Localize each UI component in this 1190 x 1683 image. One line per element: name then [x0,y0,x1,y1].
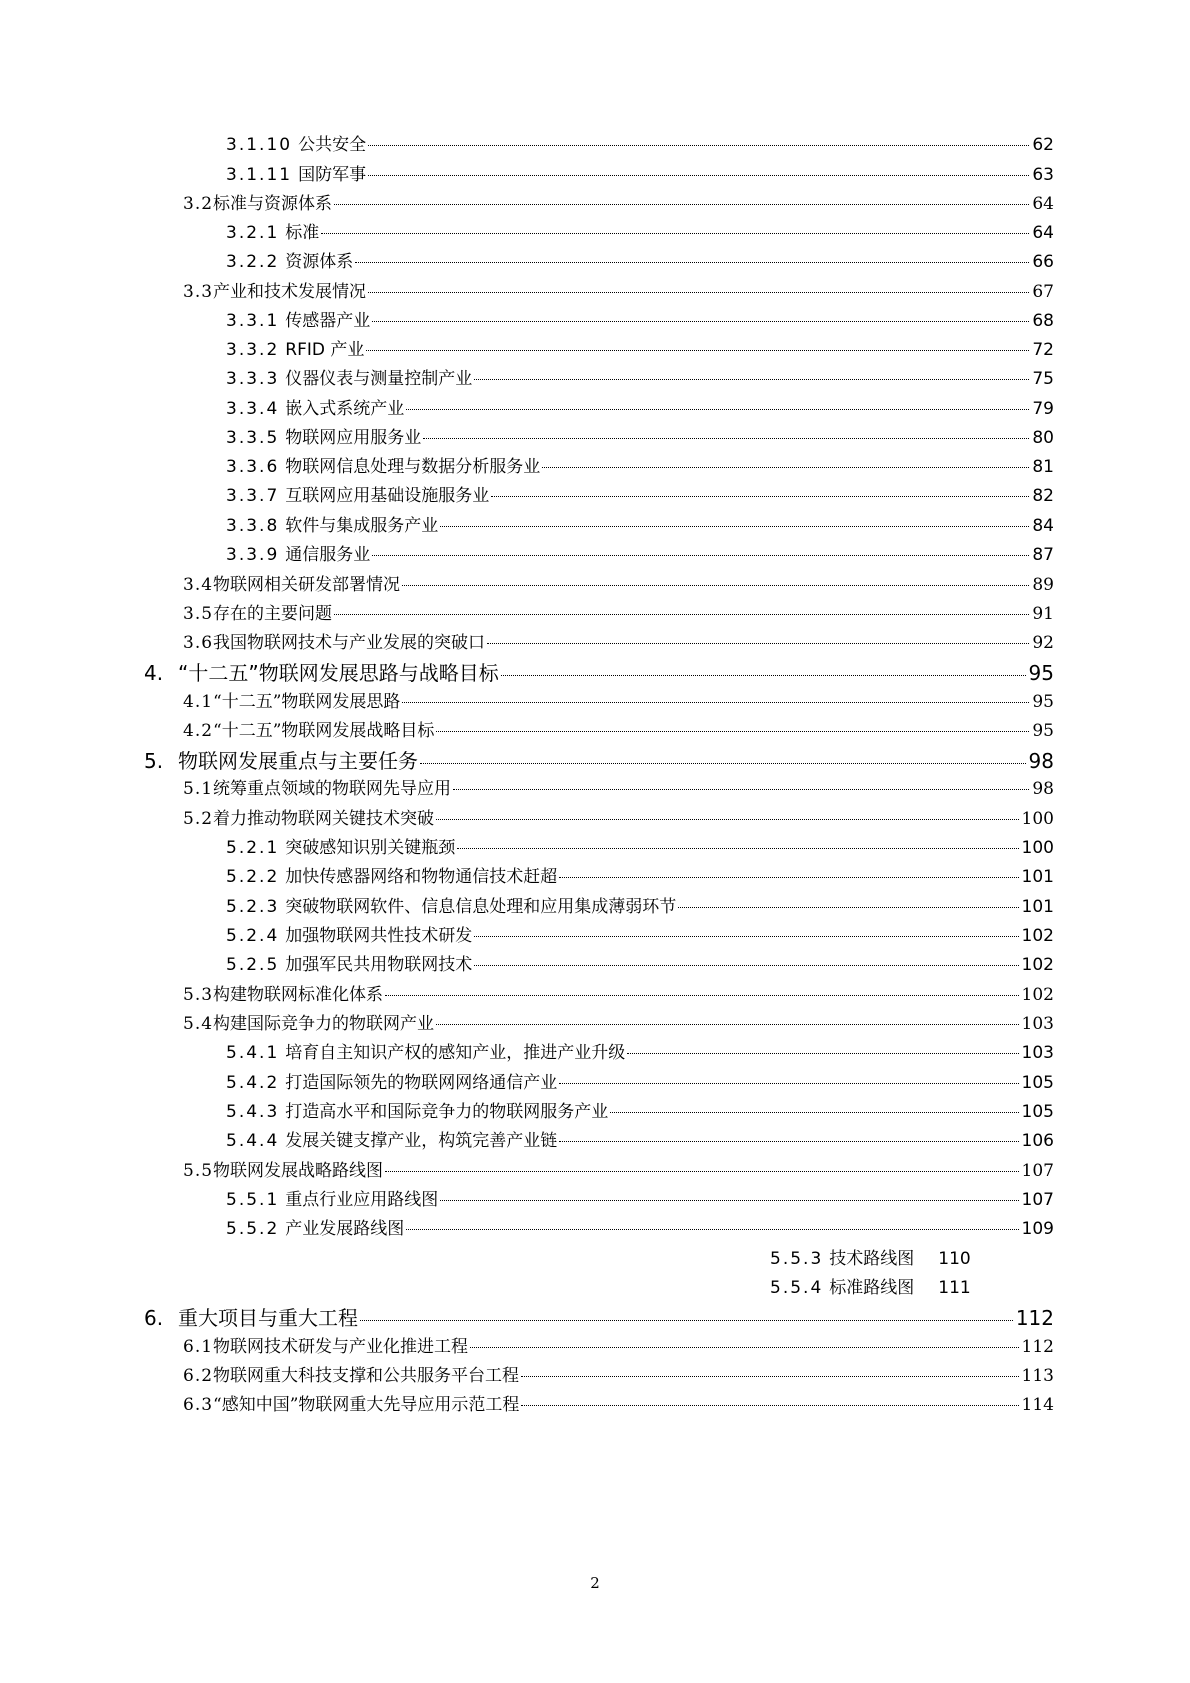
toc-entry-number: 5.5 [183,1161,214,1181]
toc-entry-title: 公共安全 [298,135,367,155]
toc-entry[interactable] [226,1214,1054,1239]
toc-entry[interactable] [183,1332,1054,1357]
toc-entry-title: 加强军民共用物联网技术 [285,955,473,975]
toc-entry-page: 62 [1032,135,1054,155]
toc-entry[interactable] [226,160,1054,185]
toc-entry-title: “十二五”物联网发展思路与战略目标 [178,661,499,685]
toc-entry-number: 3.2.2 [226,252,280,272]
toc-entry-page: 95 [1032,692,1054,712]
toc-dot-leader [334,204,1029,205]
toc-entry-number: 3.1.11 [226,165,293,185]
toc-entry-title: 重大项目与重大工程 [178,1306,358,1330]
toc-entry[interactable] [226,364,1054,389]
toc-entry-number: 3.1.10 [226,135,293,155]
toc-entry-number: 5.2.2 [226,867,280,887]
toc-entry-page: 80 [1032,428,1054,448]
toc-dot-leader [423,438,1029,439]
toc-entry[interactable] [770,1273,971,1298]
toc-dot-leader [406,1229,1018,1230]
toc-entry-title: 仪器仪表与测量控制产业 [285,369,473,389]
toc-dot-leader [385,1171,1019,1172]
toc-dot-leader [372,321,1029,322]
toc-entry-page: 105 [1021,1102,1054,1122]
toc-entry-title: 突破感知识别关键瓶颈 [285,838,456,858]
toc-entry-number: 3.2 [183,194,214,214]
toc-entry[interactable] [226,1038,1054,1063]
page-number: 2 [590,1574,600,1592]
toc-entry-number: 5.2.5 [226,955,280,975]
toc-entry-number: 3.3.3 [226,369,280,389]
toc-entry[interactable] [226,394,1054,419]
toc-dot-leader [385,995,1019,996]
toc-entry-number: 5.4.2 [226,1073,280,1093]
toc-entry[interactable] [183,774,1054,799]
toc-entry-page: 114 [1021,1395,1054,1415]
toc-entry-title: “感知中国”物联网重大先导应用示范工程 [213,1395,520,1415]
toc-dot-leader [360,1320,1013,1321]
toc-entry[interactable] [183,570,1054,595]
toc-entry-page: 109 [1021,1219,1054,1239]
toc-dot-leader [559,877,1018,878]
toc-dot-leader [368,145,1029,146]
toc-dot-leader [474,379,1029,380]
toc-entry[interactable] [183,599,1054,624]
toc-entry[interactable] [226,247,1054,272]
toc-dot-leader [678,907,1018,908]
toc-dot-leader [440,1200,1018,1201]
toc-entry-page: 89 [1032,575,1054,595]
toc-entry-title: 加快传感器网络和物物通信技术赶超 [285,867,558,887]
toc-entry-title: 统筹重点领域的物联网先导应用 [213,779,452,799]
toc-entry-title: 我国物联网技术与产业发展的突破口 [213,633,486,653]
toc-entry[interactable] [226,423,1054,448]
toc-entry-title: 国防军事 [298,165,367,185]
toc-entry-page: 98 [1028,749,1054,773]
toc-entry-title: 产业发展路线图 [285,1219,405,1239]
toc-entry-title: 物联网重大科技支撑和公共服务平台工程 [213,1366,520,1386]
toc-entry[interactable] [226,452,1054,477]
toc-dot-leader [610,1112,1018,1113]
toc-dot-leader [368,292,1029,293]
toc-entry[interactable] [226,1126,1054,1151]
toc-entry-page: 66 [1032,252,1054,272]
toc-entry-title: 通信服务业 [285,545,371,565]
toc-entry-number: 5.4.4 [226,1131,280,1151]
toc-entry-number: 6.2 [183,1366,214,1386]
toc-entry-title: 物联网发展战略路线图 [213,1161,384,1181]
toc-entry[interactable] [770,1244,971,1269]
toc-entry[interactable] [226,950,1054,975]
toc-entry[interactable] [226,511,1054,536]
toc-dot-leader [559,1083,1018,1084]
toc-entry-title: 标准与资源体系 [213,194,333,214]
toc-dot-leader [436,819,1019,820]
toc-entry-title: 构建国际竞争力的物联网产业 [213,1014,435,1034]
toc-entry-page: 82 [1032,486,1054,506]
toc-entry[interactable] [183,189,1054,214]
toc-entry-number: 5. [144,749,164,773]
toc-dot-leader [321,233,1029,234]
toc-entry-number: 3.3.6 [226,457,280,477]
toc-entry-page: 72 [1032,340,1054,360]
toc-entry[interactable] [226,833,1054,858]
toc-entry-title: 软件与集成服务产业 [285,516,439,536]
toc-entry[interactable] [183,1156,1054,1181]
toc-dot-leader [366,350,1029,351]
toc-dot-leader [436,1024,1019,1025]
toc-entry-page: 64 [1032,223,1054,243]
toc-dot-leader [501,675,1026,676]
toc-entry[interactable] [226,862,1054,887]
toc-dot-leader [453,789,1029,790]
toc-dot-leader [521,1405,1018,1406]
toc-entry-number: 5.5.4 [770,1278,824,1298]
toc-entry-page: 113 [1021,1366,1054,1386]
toc-entry-page: 103 [1021,1014,1054,1034]
toc-entry[interactable] [144,1302,1054,1331]
toc-entry-number: 3.3.5 [226,428,280,448]
toc-entry-number: 6.3 [183,1395,214,1415]
toc-entry[interactable] [183,687,1054,712]
toc-entry-title: 打造国际领先的物联网网络通信产业 [285,1073,558,1093]
toc-entry-number: 3.3 [183,282,214,302]
toc-dot-leader [334,614,1029,615]
toc-entry-title: “十二五”物联网发展思路 [213,692,401,712]
toc-entry-page: 101 [1021,897,1054,917]
toc-entry[interactable] [183,628,1054,653]
toc-dot-leader [440,526,1029,527]
toc-dot-leader [470,1347,1019,1348]
toc-entry-page: 98 [1032,779,1054,799]
toc-entry[interactable] [183,804,1054,829]
toc-entry-page: 87 [1032,545,1054,565]
toc-entry-title: 加强物联网共性技术研发 [285,926,473,946]
toc-entry[interactable] [226,335,1054,360]
toc-entry[interactable] [226,540,1054,565]
toc-entry-page: 67 [1032,282,1054,302]
toc-dot-leader [355,262,1029,263]
toc-entry-number: 5.4.1 [226,1043,280,1063]
toc-dot-leader [420,763,1026,764]
toc-entry-number: 6. [144,1306,164,1330]
toc-entry-title: 物联网相关研发部署情况 [213,575,401,595]
toc-entry-page: 102 [1021,985,1054,1005]
toc-dot-leader [487,643,1029,644]
toc-entry-title: 存在的主要问题 [213,604,333,624]
toc-entry-title: 标准路线图 [829,1278,915,1298]
toc-entry-number: 3.3.4 [226,399,280,419]
toc-entry-number: 3.6 [183,633,214,653]
toc-entry-number: 5.1 [183,779,214,799]
toc-dot-leader [521,1376,1019,1377]
toc-entry-number: 5.2 [183,809,214,829]
toc-dot-leader [436,731,1029,732]
toc-entry-number: 4.1 [183,692,214,712]
toc-entry-title: “十二五”物联网发展战略目标 [213,721,435,741]
toc-entry-number: 3.3.7 [226,486,280,506]
toc-dot-leader [542,467,1029,468]
toc-entry-page: 68 [1032,311,1054,331]
toc-entry-page: 105 [1021,1073,1054,1093]
toc-entry-number: 3.5 [183,604,214,624]
toc-entry-page: 107 [1021,1161,1054,1181]
toc-entry-number: 3.3.2 [226,340,280,360]
toc-entry-page: 64 [1032,194,1054,214]
toc-entry-title: 产业和技术发展情况 [213,282,367,302]
toc-entry-title: 互联网应用基础设施服务业 [285,486,490,506]
toc-entry-number: 5.5.1 [226,1190,280,1210]
toc-entry[interactable] [183,1390,1054,1415]
toc-entry-page: 100 [1021,809,1054,829]
toc-entry-title: 发展关键支撑产业，构筑完善产业链 [285,1131,558,1151]
toc-entry-number: 3.3.9 [226,545,280,565]
toc-entry-page: 112 [1015,1306,1054,1330]
toc-entry-title: 资源体系 [285,252,354,272]
toc-entry-title: 标准 [285,223,320,243]
toc-entry-title: 突破物联网软件、信息信息处理和应用集成薄弱环节 [285,897,677,917]
toc-dot-leader [474,965,1018,966]
toc-entry[interactable] [226,306,1054,331]
toc-entry-title: RFID 产业 [285,340,365,360]
toc-entry[interactable] [226,1068,1054,1093]
toc-entry-title: 嵌入式系统产业 [285,399,405,419]
toc-dot-leader [559,1141,1018,1142]
toc-entry[interactable] [183,980,1054,1005]
toc-entry-title: 重点行业应用路线图 [285,1190,439,1210]
toc-entry[interactable] [226,1185,1054,1210]
toc-entry-number: 3.3.1 [226,311,280,331]
toc-entry-page: 79 [1032,399,1054,419]
toc-entry[interactable] [183,716,1054,741]
toc-entry[interactable] [226,921,1054,946]
toc-entry[interactable] [226,892,1054,917]
toc-dot-leader [372,555,1029,556]
toc-entry-page: 112 [1021,1337,1054,1357]
toc-entry-number: 3.3.8 [226,516,280,536]
toc-entry[interactable] [144,745,1054,774]
toc-entry-page: 106 [1021,1131,1054,1151]
toc-entry[interactable] [183,1009,1054,1034]
toc-entry-title: 着力推动物联网关键技术突破 [213,809,435,829]
toc-entry-page: 110 [938,1249,971,1269]
toc-entry-number: 3.2.1 [226,223,280,243]
toc-entry-number: 5.5.3 [770,1249,824,1269]
toc-entry-number: 5.4 [183,1014,214,1034]
toc-entry-page: 92 [1032,633,1054,653]
toc-entry-number: 3.4 [183,575,214,595]
toc-entry-page: 103 [1021,1043,1054,1063]
toc-dot-leader [474,936,1018,937]
toc-entry-number: 5.2.4 [226,926,280,946]
toc-entry-title: 物联网应用服务业 [285,428,422,448]
toc-entry-page: 101 [1021,867,1054,887]
toc-entry-title: 打造高水平和国际竞争力的物联网服务产业 [285,1102,609,1122]
toc-entry-title: 物联网发展重点与主要任务 [178,749,418,773]
toc-entry-title: 构建物联网标准化体系 [213,985,384,1005]
toc-entry-title: 传感器产业 [285,311,371,331]
toc-entry-number: 5.4.3 [226,1102,280,1122]
toc-entry[interactable] [226,1097,1054,1122]
toc-dot-leader [368,175,1029,176]
toc-entry-title: 物联网信息处理与数据分析服务业 [285,457,541,477]
toc-entry-page: 102 [1021,926,1054,946]
toc-entry-page: 75 [1032,369,1054,389]
toc-entry-title: 技术路线图 [829,1249,915,1269]
toc-entry[interactable] [226,218,1054,243]
toc-entry[interactable] [183,1361,1054,1386]
toc-entry-number: 4. [144,661,164,685]
toc-dot-leader [402,585,1029,586]
toc-entry[interactable] [183,277,1054,302]
toc-dot-leader [406,409,1029,410]
toc-entry-page: 63 [1032,165,1054,185]
toc-entry-page: 111 [938,1278,971,1298]
toc-entry-number: 5.3 [183,985,214,1005]
toc-entry-page: 81 [1032,457,1054,477]
toc-entry-page: 102 [1021,955,1054,975]
toc-entry-number: 6.1 [183,1337,214,1357]
toc-entry[interactable] [226,130,1054,155]
toc-dot-leader [491,496,1029,497]
toc-entry-page: 95 [1032,721,1054,741]
toc-entry-title: 培育自主知识产权的感知产业，推进产业升级 [285,1043,626,1063]
toc-entry-page: 107 [1021,1190,1054,1210]
toc-entry-page: 100 [1021,838,1054,858]
toc-entry[interactable] [144,657,1054,686]
toc-entry-page: 91 [1032,604,1054,624]
toc-dot-leader [457,848,1018,849]
toc-entry-number: 5.5.2 [226,1219,280,1239]
toc-entry-page: 95 [1028,661,1054,685]
toc-dot-leader [627,1053,1018,1054]
toc-entry-title: 物联网技术研发与产业化推进工程 [213,1337,469,1357]
toc-entry-number: 5.2.1 [226,838,280,858]
toc-entry-number: 4.2 [183,721,214,741]
toc-entry[interactable] [226,481,1054,506]
toc-entry-number: 5.2.3 [226,897,280,917]
toc-dot-leader [402,702,1029,703]
toc-entry-page: 84 [1032,516,1054,536]
